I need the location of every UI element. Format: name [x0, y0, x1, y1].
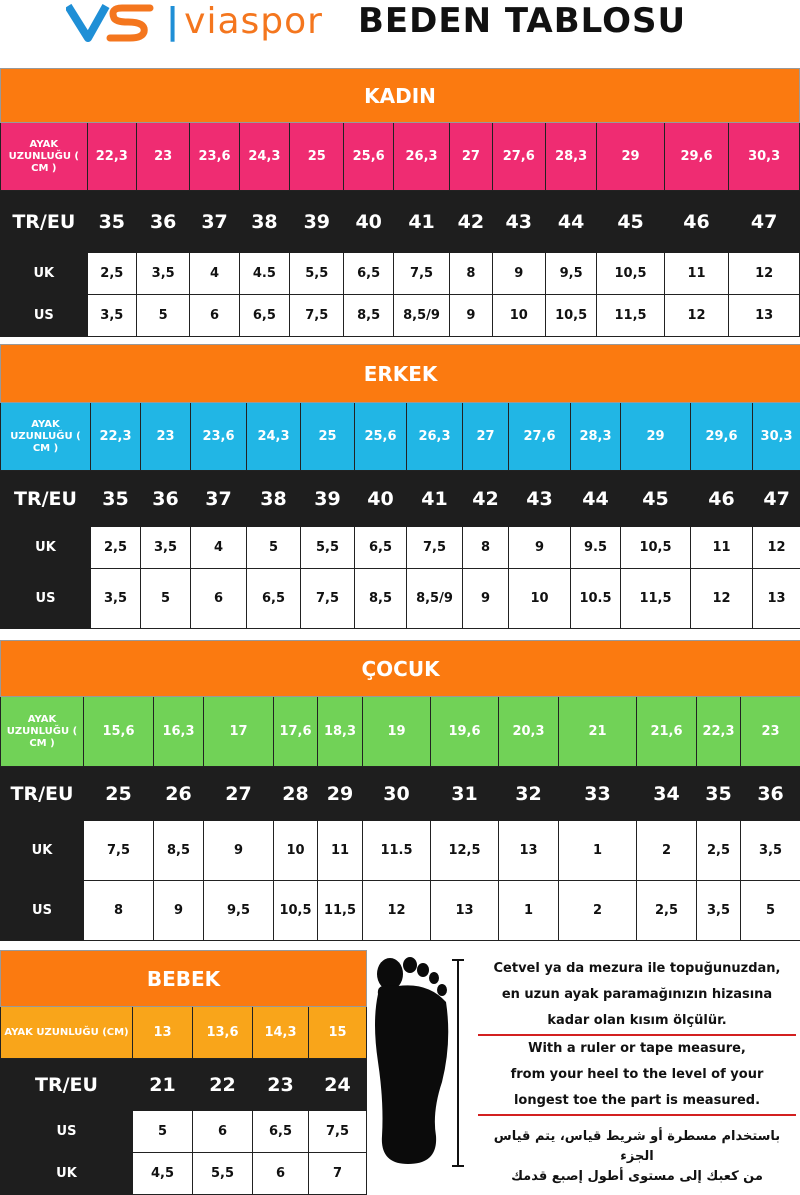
- kadin-uk-cell: 9: [492, 253, 545, 295]
- kadin-us-cell: 12: [664, 295, 728, 337]
- cocuk-us-cell: 10,5: [274, 881, 318, 941]
- erkek-tr-cell: 38: [247, 471, 301, 527]
- erkek-uk-cell: 5,5: [301, 527, 355, 569]
- foot-icon: [368, 952, 452, 1166]
- kadin-cm-cell: 23: [136, 123, 189, 191]
- cocuk-us-cell: 2: [559, 881, 637, 941]
- bebek-title: BEBEK: [1, 951, 367, 1007]
- cocuk-uk-cell: 11: [318, 821, 363, 881]
- cocuk-us-cell: 12: [363, 881, 431, 941]
- erkek-us-cell: 12: [691, 569, 753, 629]
- header: [0, 0, 800, 52]
- cocuk-uk-cell: 8,5: [154, 821, 204, 881]
- kadin-uk-cell: 5,5: [290, 253, 344, 295]
- kadin-uk-cell: 12: [729, 253, 800, 295]
- kadin-tr-cell: 42: [450, 191, 492, 253]
- kadin-tr-cell: 41: [393, 191, 449, 253]
- measure-instructions: [478, 956, 796, 1116]
- erkek-tr-label: TR/EU: [1, 471, 91, 527]
- kadin-tr-cell: 47: [729, 191, 800, 253]
- erkek-us-cell: 7,5: [301, 569, 355, 629]
- cocuk-us-label: US: [1, 881, 84, 941]
- ruler-icon: [448, 958, 468, 1168]
- vs-logo-icon: [66, 0, 156, 44]
- erkek-cm-cell: 29,6: [691, 403, 753, 471]
- cocuk-tr-cell: 28: [274, 767, 318, 821]
- erkek-uk-label: UK: [1, 527, 91, 569]
- bebek-us-cell: 5: [133, 1111, 193, 1153]
- cocuk-us-cell: 8: [84, 881, 154, 941]
- bebek-tr-label: TR/EU: [1, 1059, 133, 1111]
- cocuk-us-cell: 2,5: [637, 881, 697, 941]
- erkek-uk-cell: 4: [191, 527, 247, 569]
- cocuk-tr-cell: 25: [84, 767, 154, 821]
- instr-ar-2: من كعبك إلى مستوى أطول إصبع قدمك: [478, 1167, 796, 1187]
- cocuk-us-cell: 11,5: [318, 881, 363, 941]
- erkek-cm-cell: 28,3: [571, 403, 621, 471]
- bebek-uk-cell: 7: [309, 1153, 367, 1195]
- bebek-cm-label: AYAK UZUNLUĞU (CM): [1, 1007, 133, 1059]
- erkek-uk-cell: 2,5: [91, 527, 141, 569]
- erkek-tr-cell: 43: [509, 471, 571, 527]
- kadin-cm-cell: 22,3: [87, 123, 136, 191]
- kadin-tr-cell: 44: [545, 191, 596, 253]
- erkek-title: ERKEK: [1, 345, 800, 403]
- erkek-uk-cell: 12: [753, 527, 800, 569]
- bebek-table: [0, 950, 367, 1195]
- kadin-us-cell: 11,5: [597, 295, 664, 337]
- bebek-us-cell: 6: [193, 1111, 253, 1153]
- kadin-cm-cell: 27: [450, 123, 492, 191]
- kadin-us-cell: 3,5: [87, 295, 136, 337]
- cocuk-tr-cell: 29: [318, 767, 363, 821]
- kadin-us-cell: 6: [190, 295, 239, 337]
- erkek-tr-cell: 35: [91, 471, 141, 527]
- erkek-tr-cell: 37: [191, 471, 247, 527]
- kadin-cm-cell: 27,6: [492, 123, 545, 191]
- instr-tr-2: en uzun ayak paramağınızın hizasına: [478, 982, 796, 1008]
- erkek-uk-cell: 10,5: [621, 527, 691, 569]
- cocuk-us-cell: 9: [154, 881, 204, 941]
- kadin-cm-cell: 29: [597, 123, 664, 191]
- kadin-tr-cell: 38: [239, 191, 289, 253]
- cocuk-cm-cell: 23: [741, 697, 800, 767]
- bebek-tr-cell: 24: [309, 1059, 367, 1111]
- kadin-uk-cell: 7,5: [393, 253, 449, 295]
- erkek-tr-cell: 47: [753, 471, 800, 527]
- erkek-us-cell: 6,5: [247, 569, 301, 629]
- cocuk-cm-cell: 21,6: [637, 697, 697, 767]
- bebek-tr-cell: 22: [193, 1059, 253, 1111]
- bebek-cm-cell: 13,6: [193, 1007, 253, 1059]
- erkek-uk-cell: 9.5: [571, 527, 621, 569]
- cocuk-cm-cell: 21: [559, 697, 637, 767]
- instr-ar-1: باستخدام مسطرة أو شريط قياس، يتم قياس الجزء: [478, 1127, 796, 1167]
- erkek-cm-cell: 26,3: [407, 403, 463, 471]
- kadin-table: [0, 68, 800, 337]
- cocuk-tr-cell: 35: [697, 767, 741, 821]
- cocuk-tr-cell: 36: [741, 767, 800, 821]
- kadin-tr-cell: 37: [190, 191, 239, 253]
- erkek-uk-cell: 11: [691, 527, 753, 569]
- kadin-cm-cell: 25: [290, 123, 344, 191]
- cocuk-cm-cell: 17: [204, 697, 274, 767]
- erkek-us-cell: 10.5: [571, 569, 621, 629]
- erkek-cm-cell: 27,6: [509, 403, 571, 471]
- kadin-us-label: US: [1, 295, 88, 337]
- erkek-cm-cell: 27: [463, 403, 509, 471]
- bebek-uk-cell: 6: [253, 1153, 309, 1195]
- erkek-uk-cell: 3,5: [141, 527, 191, 569]
- cocuk-cm-cell: 20,3: [499, 697, 559, 767]
- cocuk-tr-label: TR/EU: [1, 767, 84, 821]
- cocuk-us-cell: 5: [741, 881, 800, 941]
- cocuk-uk-cell: 10: [274, 821, 318, 881]
- cocuk-us-cell: 13: [431, 881, 499, 941]
- kadin-cm-cell: 28,3: [545, 123, 596, 191]
- instr-en-3: longest toe the part is measured.: [478, 1088, 796, 1116]
- instr-en-2: from your heel to the level of your: [478, 1062, 796, 1088]
- kadin-us-cell: 10,5: [545, 295, 596, 337]
- kadin-us-cell: 9: [450, 295, 492, 337]
- erkek-tr-cell: 36: [141, 471, 191, 527]
- cocuk-uk-cell: 2,5: [697, 821, 741, 881]
- erkek-uk-cell: 5: [247, 527, 301, 569]
- erkek-us-cell: 3,5: [91, 569, 141, 629]
- cocuk-table: [0, 640, 800, 941]
- erkek-cm-cell: 25: [301, 403, 355, 471]
- erkek-us-cell: 8,5/9: [407, 569, 463, 629]
- instr-tr-1: Cetvel ya da mezura ile topuğunuzdan,: [478, 956, 796, 982]
- erkek-us-cell: 11,5: [621, 569, 691, 629]
- kadin-uk-label: UK: [1, 253, 88, 295]
- cocuk-us-cell: 3,5: [697, 881, 741, 941]
- kadin-us-cell: 13: [729, 295, 800, 337]
- kadin-us-cell: 8,5/9: [393, 295, 449, 337]
- kadin-title: KADIN: [1, 69, 800, 123]
- kadin-tr-cell: 45: [597, 191, 664, 253]
- erkek-cm-cell: 24,3: [247, 403, 301, 471]
- cocuk-tr-cell: 32: [499, 767, 559, 821]
- cocuk-tr-cell: 26: [154, 767, 204, 821]
- bebek-cm-cell: 13: [133, 1007, 193, 1059]
- kadin-us-cell: 5: [136, 295, 189, 337]
- kadin-tr-cell: 46: [664, 191, 728, 253]
- erkek-uk-cell: 8: [463, 527, 509, 569]
- cocuk-cm-cell: 19,6: [431, 697, 499, 767]
- kadin-tr-cell: 36: [136, 191, 189, 253]
- erkek-us-cell: 10: [509, 569, 571, 629]
- erkek-tr-cell: 42: [463, 471, 509, 527]
- kadin-cm-cell: 29,6: [664, 123, 728, 191]
- erkek-us-cell: 6: [191, 569, 247, 629]
- erkek-tr-cell: 41: [407, 471, 463, 527]
- kadin-uk-cell: 3,5: [136, 253, 189, 295]
- kadin-tr-label: TR/EU: [1, 191, 88, 253]
- cocuk-uk-cell: 11.5: [363, 821, 431, 881]
- instr-arabic: [478, 1127, 796, 1187]
- kadin-uk-cell: 11: [664, 253, 728, 295]
- kadin-tr-cell: 40: [344, 191, 393, 253]
- cocuk-cm-cell: 17,6: [274, 697, 318, 767]
- cocuk-cm-cell: 16,3: [154, 697, 204, 767]
- bebek-tr-cell: 21: [133, 1059, 193, 1111]
- erkek-us-cell: 8,5: [355, 569, 407, 629]
- bebek-us-cell: 7,5: [309, 1111, 367, 1153]
- erkek-uk-cell: 9: [509, 527, 571, 569]
- kadin-uk-cell: 2,5: [87, 253, 136, 295]
- erkek-us-cell: 13: [753, 569, 800, 629]
- erkek-cm-cell: 23,6: [191, 403, 247, 471]
- kadin-tr-cell: 35: [87, 191, 136, 253]
- erkek-tr-cell: 45: [621, 471, 691, 527]
- bebek-uk-label: UK: [1, 1153, 133, 1195]
- kadin-tr-cell: 39: [290, 191, 344, 253]
- erkek-cm-cell: 23: [141, 403, 191, 471]
- erkek-cm-cell: 22,3: [91, 403, 141, 471]
- kadin-tr-cell: 43: [492, 191, 545, 253]
- cocuk-tr-cell: 31: [431, 767, 499, 821]
- kadin-us-cell: 7,5: [290, 295, 344, 337]
- instr-en-1: With a ruler or tape measure,: [478, 1036, 796, 1062]
- cocuk-us-cell: 1: [499, 881, 559, 941]
- kadin-cm-cell: 24,3: [239, 123, 289, 191]
- cocuk-uk-cell: 13: [499, 821, 559, 881]
- cocuk-us-cell: 9,5: [204, 881, 274, 941]
- erkek-us-cell: 9: [463, 569, 509, 629]
- cocuk-cm-cell: 19: [363, 697, 431, 767]
- cocuk-tr-cell: 33: [559, 767, 637, 821]
- kadin-uk-cell: 8: [450, 253, 492, 295]
- kadin-us-cell: 6,5: [239, 295, 289, 337]
- kadin-uk-cell: 4: [190, 253, 239, 295]
- bebek-uk-cell: 4,5: [133, 1153, 193, 1195]
- bebek-cm-cell: 15: [309, 1007, 367, 1059]
- kadin-cm-cell: 30,3: [729, 123, 800, 191]
- kadin-us-cell: 10: [492, 295, 545, 337]
- kadin-cm-cell: 23,6: [190, 123, 239, 191]
- erkek-tr-cell: 39: [301, 471, 355, 527]
- erkek-tr-cell: 44: [571, 471, 621, 527]
- bebek-cm-cell: 14,3: [253, 1007, 309, 1059]
- cocuk-cm-label: AYAK UZUNLUĞU ( CM ): [1, 697, 84, 767]
- cocuk-uk-label: UK: [1, 821, 84, 881]
- cocuk-cm-cell: 22,3: [697, 697, 741, 767]
- kadin-cm-label: AYAK UZUNLUĞU ( CM ): [1, 123, 88, 191]
- bebek-uk-cell: 5,5: [193, 1153, 253, 1195]
- erkek-us-cell: 5: [141, 569, 191, 629]
- erkek-uk-cell: 6,5: [355, 527, 407, 569]
- kadin-uk-cell: 6,5: [344, 253, 393, 295]
- bebek-us-cell: 6,5: [253, 1111, 309, 1153]
- kadin-cm-cell: 25,6: [344, 123, 393, 191]
- erkek-cm-cell: 30,3: [753, 403, 800, 471]
- kadin-uk-cell: 10,5: [597, 253, 664, 295]
- cocuk-cm-cell: 18,3: [318, 697, 363, 767]
- page-title: BEDEN TABLOSU: [358, 0, 686, 42]
- cocuk-uk-cell: 3,5: [741, 821, 800, 881]
- erkek-cm-cell: 25,6: [355, 403, 407, 471]
- erkek-us-label: US: [1, 569, 91, 629]
- erkek-uk-cell: 7,5: [407, 527, 463, 569]
- kadin-cm-cell: 26,3: [393, 123, 449, 191]
- cocuk-tr-cell: 27: [204, 767, 274, 821]
- erkek-tr-cell: 40: [355, 471, 407, 527]
- kadin-uk-cell: 4.5: [239, 253, 289, 295]
- bebek-tr-cell: 23: [253, 1059, 309, 1111]
- cocuk-uk-cell: 1: [559, 821, 637, 881]
- cocuk-uk-cell: 9: [204, 821, 274, 881]
- instr-tr-3: kadar olan kısım ölçülür.: [478, 1008, 796, 1036]
- cocuk-uk-cell: 2: [637, 821, 697, 881]
- kadin-us-cell: 8,5: [344, 295, 393, 337]
- bebek-us-label: US: [1, 1111, 133, 1153]
- cocuk-uk-cell: 7,5: [84, 821, 154, 881]
- cocuk-uk-cell: 12,5: [431, 821, 499, 881]
- brand-name: | viaspor: [166, 0, 323, 44]
- erkek-cm-cell: 29: [621, 403, 691, 471]
- erkek-cm-label: AYAK UZUNLUĞU ( CM ): [1, 403, 91, 471]
- cocuk-title: ÇOCUK: [1, 641, 800, 697]
- cocuk-tr-cell: 34: [637, 767, 697, 821]
- kadin-uk-cell: 9,5: [545, 253, 596, 295]
- erkek-tr-cell: 46: [691, 471, 753, 527]
- cocuk-tr-cell: 30: [363, 767, 431, 821]
- erkek-table: [0, 344, 800, 629]
- cocuk-cm-cell: 15,6: [84, 697, 154, 767]
